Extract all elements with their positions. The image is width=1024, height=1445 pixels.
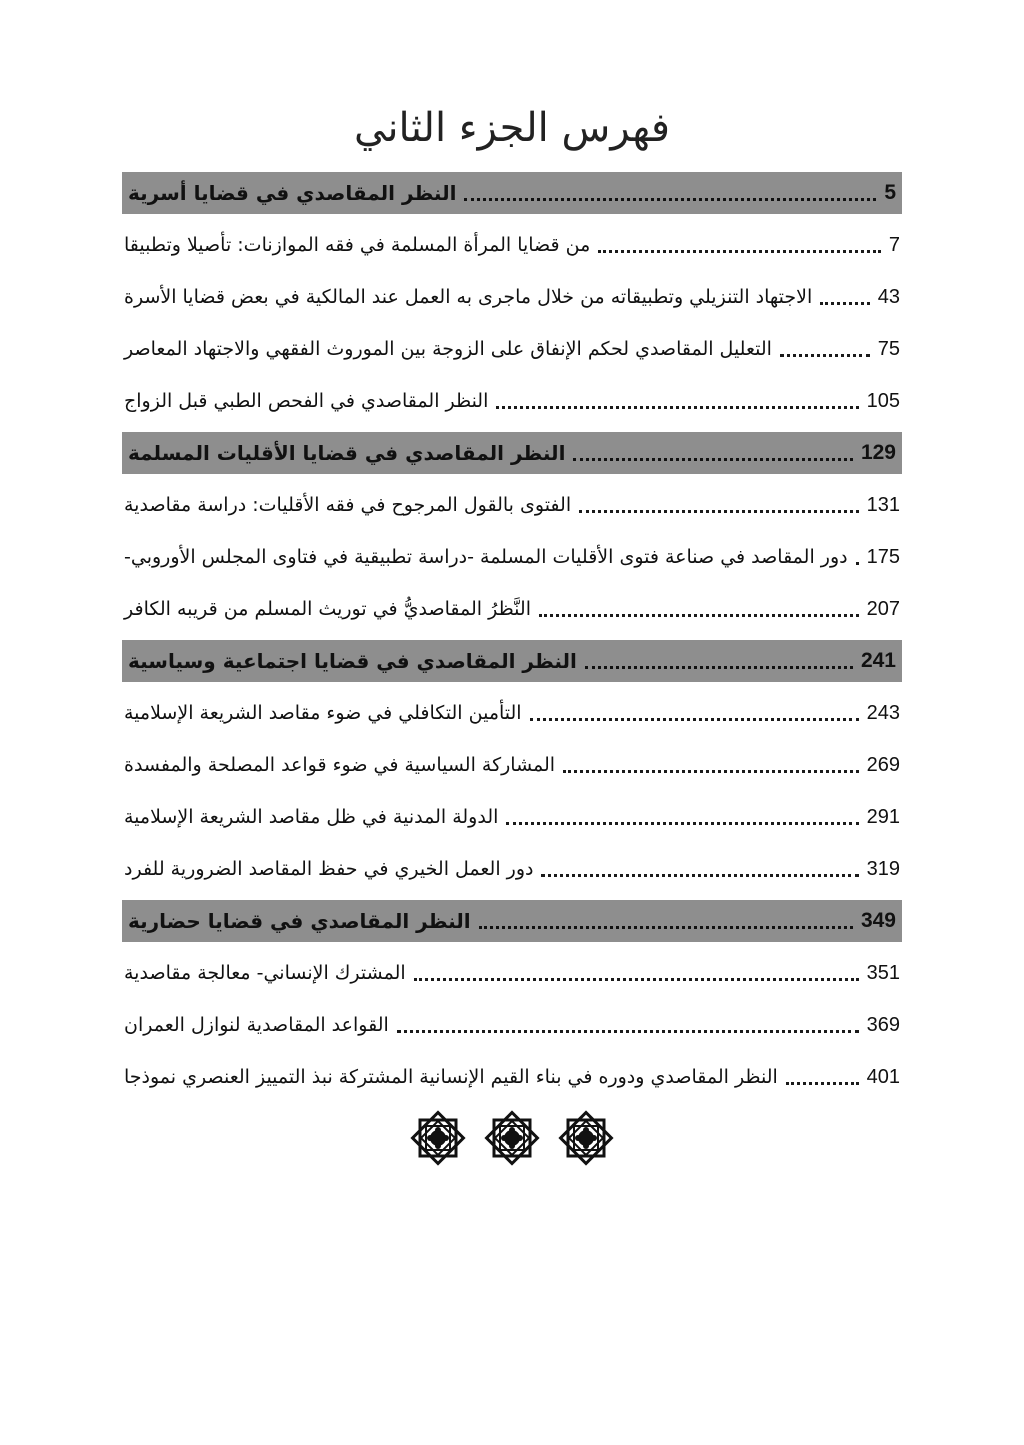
- section-title: النظر المقاصدي في قضايا أسرية: [128, 181, 457, 205]
- entry-title: المشترك الإنساني- معالجة مقاصدية: [124, 962, 406, 984]
- entry-page-number: 319: [866, 857, 900, 880]
- toc-entry[interactable]: [122, 588, 902, 630]
- dot-leader: [414, 978, 859, 981]
- dot-leader: [539, 614, 859, 617]
- entry-page-number: 401: [866, 1065, 900, 1088]
- section-page-number: 241: [860, 649, 896, 672]
- dot-leader: [541, 874, 858, 877]
- section-page-number: 5: [884, 181, 896, 204]
- entry-page-number: 291: [866, 805, 900, 828]
- entry-title: المشاركة السياسية في ضوء قواعد المصلحة والمفسدة: [124, 754, 556, 776]
- entry-page-number: 369: [866, 1013, 900, 1036]
- dot-leader: [573, 458, 853, 461]
- toc-entry[interactable]: [122, 952, 902, 994]
- entry-title: النَّظرُ المقاصديُّ في توريث المسلم من قريبه الكافر: [124, 598, 531, 620]
- eight-point-star-rosette-icon: [484, 1110, 540, 1166]
- toc-section-1[interactable]: [122, 172, 902, 214]
- entry-page-number: 75: [877, 337, 900, 360]
- section-page-number: 349: [860, 909, 896, 932]
- entry-title: الفتوى بالقول المرجوح في فقه الأقليات: دراسة مقاصدية: [124, 494, 572, 516]
- entry-page-number: 131: [866, 493, 900, 516]
- eight-point-star-rosette-icon: [558, 1110, 614, 1166]
- dot-leader: [464, 198, 876, 201]
- eight-point-star-rosette-icon: [410, 1110, 466, 1166]
- toc-entry[interactable]: [122, 1056, 902, 1098]
- toc-entry[interactable]: [122, 328, 902, 370]
- dot-leader: [479, 926, 853, 929]
- section-title: النظر المقاصدي في قضايا اجتماعية وسياسية: [128, 649, 577, 673]
- entry-page-number: 243: [866, 701, 900, 724]
- dot-leader: [530, 718, 859, 721]
- dot-leader: [397, 1030, 859, 1033]
- toc-entry[interactable]: [122, 484, 902, 526]
- section-page-number: 129: [860, 441, 896, 464]
- table-of-contents: [122, 172, 902, 1108]
- toc-entry[interactable]: [122, 380, 902, 422]
- toc-entry[interactable]: [122, 276, 902, 318]
- dot-leader: [820, 302, 870, 305]
- dot-leader: [563, 770, 859, 773]
- toc-section-4[interactable]: [122, 900, 902, 942]
- entry-page-number: 105: [866, 389, 900, 412]
- toc-entry[interactable]: [122, 536, 902, 578]
- toc-entry[interactable]: [122, 224, 902, 266]
- entry-title: القواعد المقاصدية لنوازل العمران: [124, 1014, 389, 1036]
- toc-entry[interactable]: [122, 744, 902, 786]
- entry-title: الدولة المدنية في ظل مقاصد الشريعة الإسلامية: [124, 806, 499, 828]
- entry-page-number: 175: [866, 545, 900, 568]
- entry-title: من قضايا المرأة المسلمة في فقه الموازنات: تأصيلا وتطبيقا: [124, 234, 591, 256]
- dot-leader: [496, 406, 858, 409]
- toc-section-2[interactable]: [122, 432, 902, 474]
- dot-leader: [579, 510, 859, 513]
- dot-leader: [585, 666, 853, 669]
- entry-page-number: 351: [866, 961, 900, 984]
- toc-entry[interactable]: [122, 796, 902, 838]
- entry-page-number: 7: [888, 233, 900, 256]
- entry-page-number: 43: [877, 285, 900, 308]
- dot-leader: [856, 562, 859, 565]
- toc-entry[interactable]: [122, 1004, 902, 1046]
- section-title: النظر المقاصدي في قضايا الأقليات المسلمة: [128, 441, 566, 465]
- section-title: النظر المقاصدي في قضايا حضارية: [128, 909, 471, 933]
- ornament-row: [0, 1110, 1024, 1166]
- toc-section-3[interactable]: [122, 640, 902, 682]
- entry-title: الاجتهاد التنزيلي وتطبيقاته من خلال ماجرى به العمل عند المالكية في بعض قضايا الأسرة: [124, 286, 813, 308]
- entry-title: دور العمل الخيري في حفظ المقاصد الضرورية للفرد: [124, 858, 534, 880]
- toc-entry[interactable]: [122, 692, 902, 734]
- page-title: فهرس الجزء الثاني: [354, 105, 670, 151]
- entry-title: النظر المقاصدي ودوره في بناء القيم الإنسانية المشتركة نبذ التمييز العنصري نموذجا: [124, 1066, 778, 1088]
- dot-leader: [786, 1082, 859, 1085]
- dot-leader: [780, 354, 870, 357]
- entry-page-number: 269: [866, 753, 900, 776]
- toc-entry[interactable]: [122, 848, 902, 890]
- dot-leader: [598, 250, 881, 253]
- entry-title: دور المقاصد في صناعة فتوى الأقليات المسلمة -دراسة تطبيقية في فتاوى المجلس الأوروبي-: [124, 546, 848, 568]
- entry-title: النظر المقاصدي في الفحص الطبي قبل الزواج: [124, 390, 489, 412]
- entry-title: التعليل المقاصدي لحكم الإنفاق على الزوجة بين الموروث الفقهي والاجتهاد المعاصر: [124, 338, 772, 360]
- entry-title: التأمين التكافلي في ضوء مقاصد الشريعة الإسلامية: [124, 702, 522, 724]
- entry-page-number: 207: [866, 597, 900, 620]
- dot-leader: [506, 822, 858, 825]
